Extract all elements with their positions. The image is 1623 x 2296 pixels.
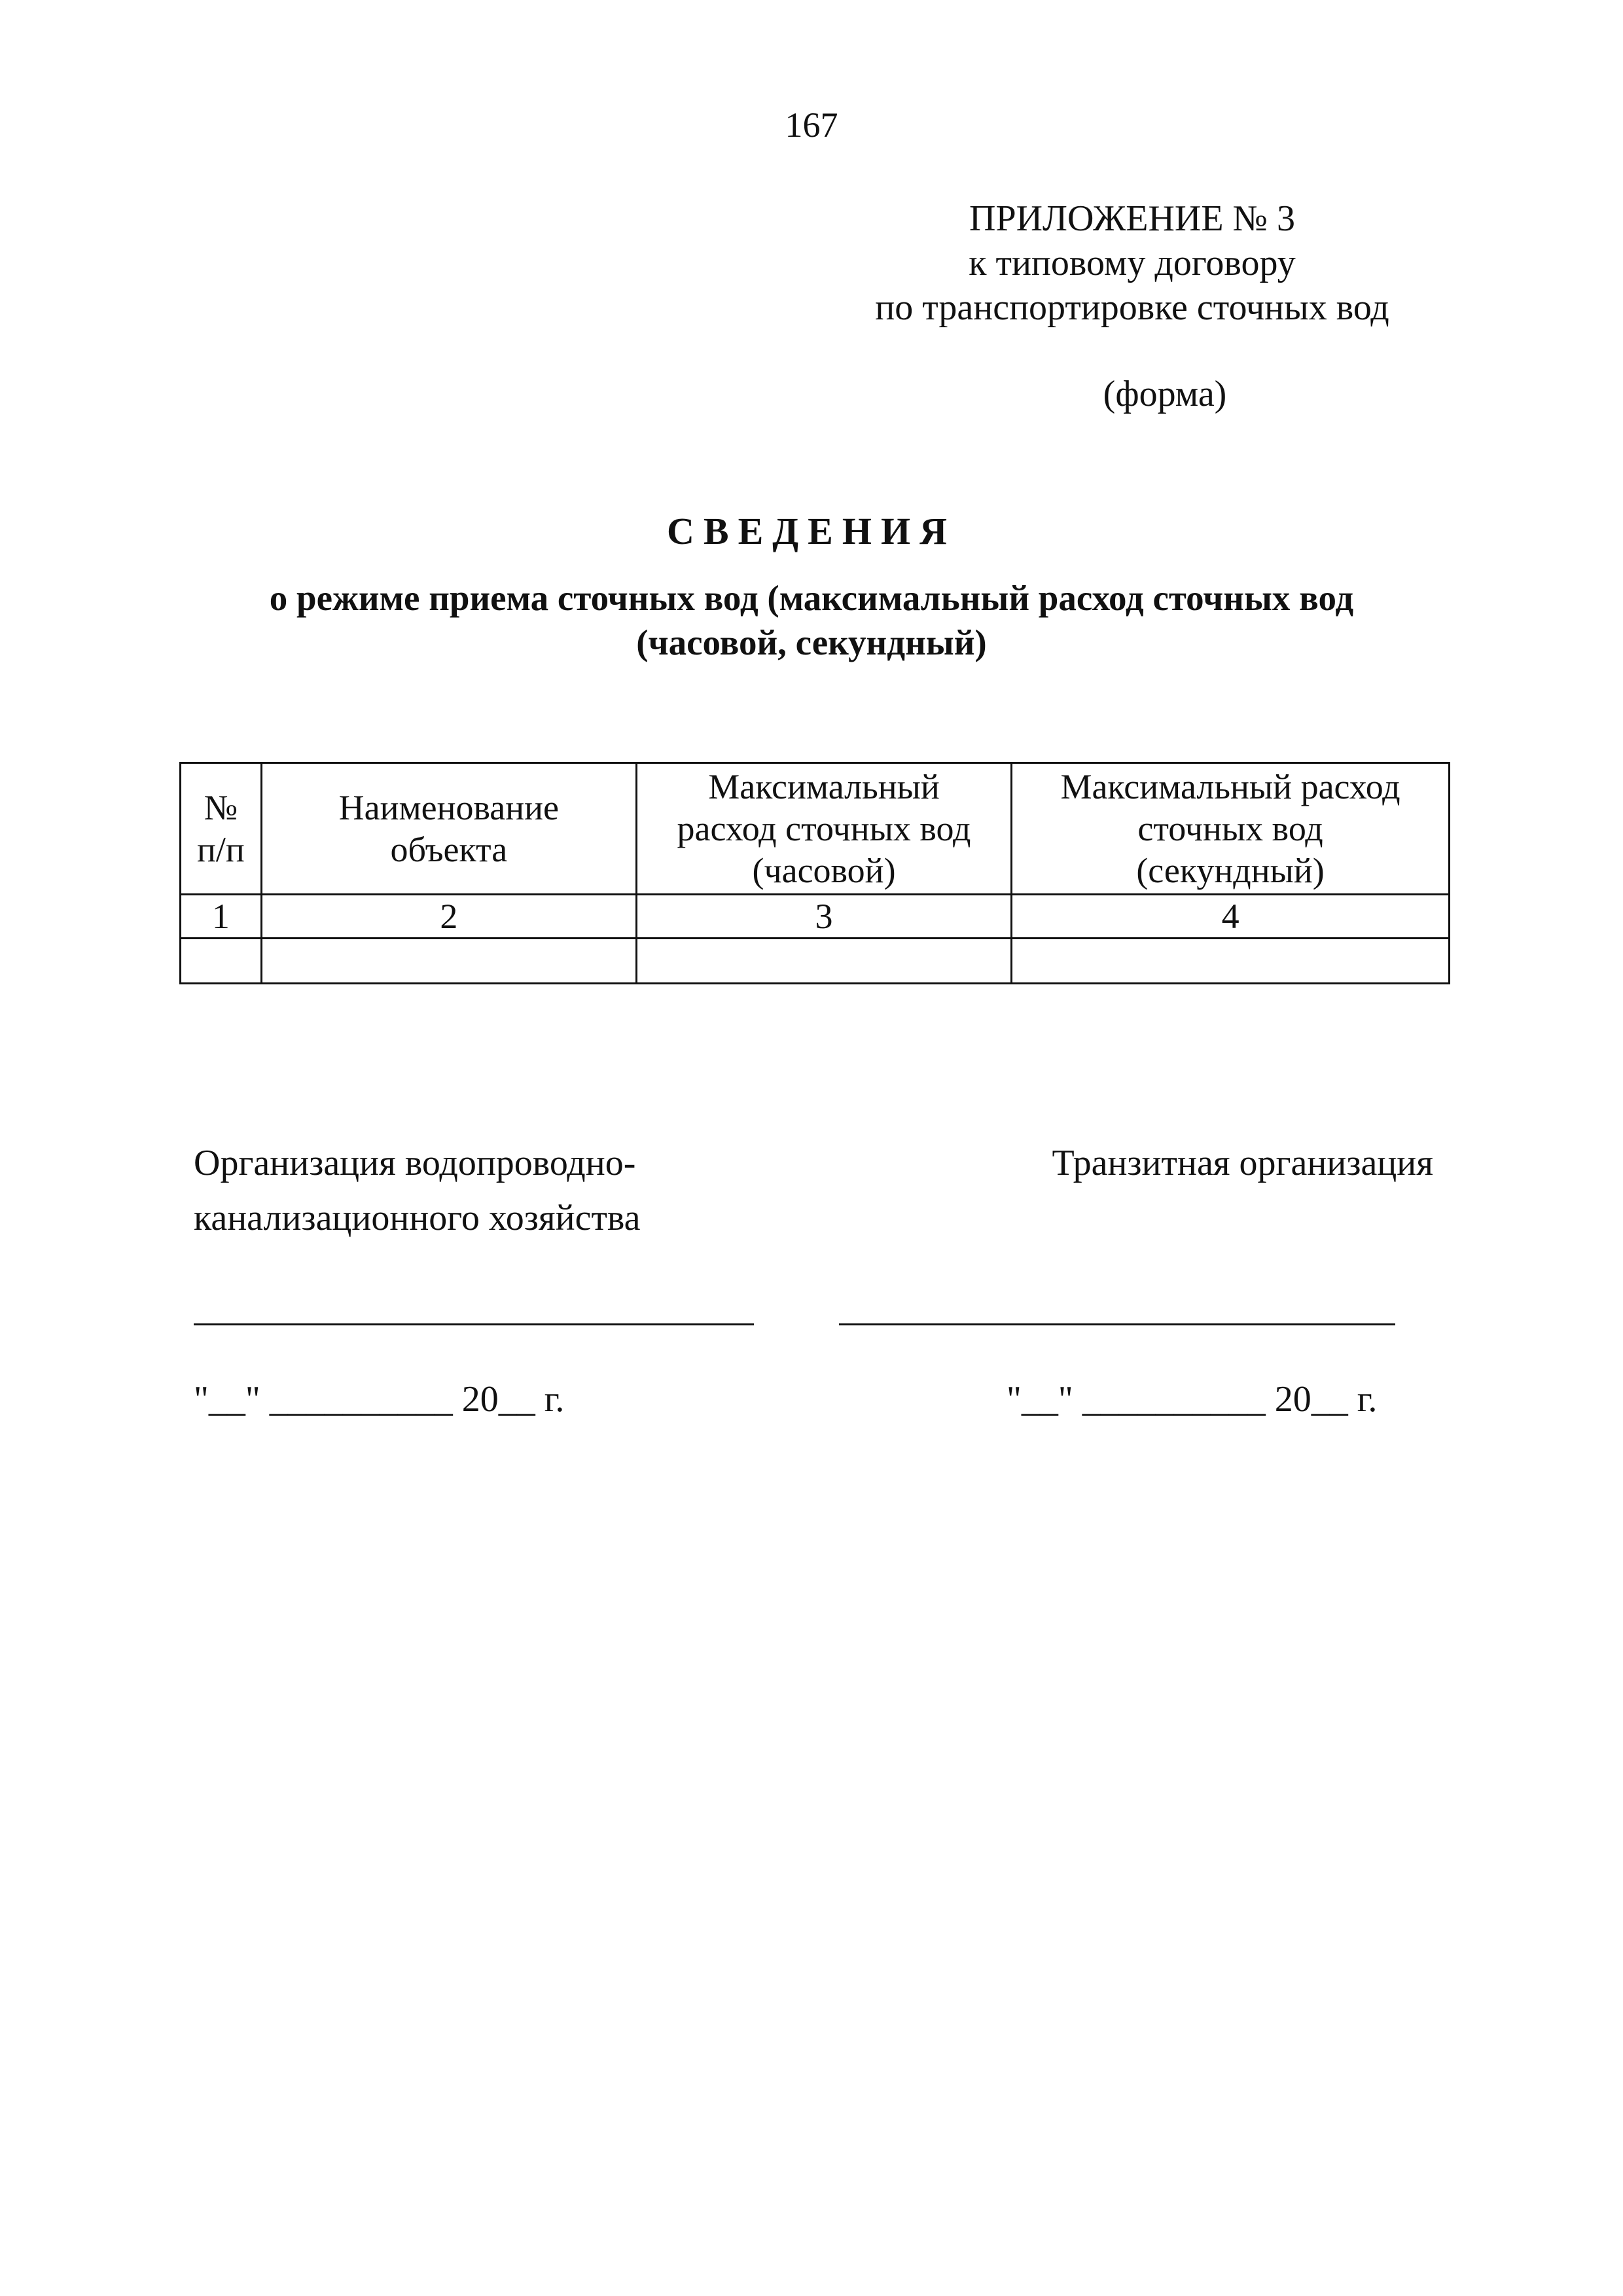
header-cell-hourly: Максимальный расход сточных вод (часовой) [636,763,1011,895]
table-row [181,939,1450,984]
empty-cell[interactable] [181,939,262,984]
signature-block-right [916,1136,1433,1191]
right-signature-line[interactable] [839,1323,1395,1325]
document-title: СВЕДЕНИЯ [667,510,956,552]
empty-cell[interactable] [261,939,636,984]
column-number: 1 [181,895,262,939]
subtitle-line-1: о режиме приема сточных вод (максимальный расход сточных вод [269,578,1354,618]
column-number: 3 [636,895,1011,939]
column-number-row [181,895,1450,939]
empty-cell[interactable] [636,939,1011,984]
right-org-line-1: Транзитная организация [1052,1143,1433,1183]
signature-block-left [194,1136,640,1246]
left-org-line-1: Организация водопроводно- [194,1143,636,1183]
appendix-header [851,196,1414,330]
left-signature-line[interactable] [194,1323,754,1325]
left-date-field[interactable]: "__" __________ 20__ г. [194,1379,565,1420]
right-date-field[interactable]: "__" __________ 20__ г. [1007,1379,1378,1420]
appendix-line-2: к типовому договору [969,243,1296,283]
document-subtitle [131,576,1492,665]
form-label: (форма) [1103,374,1227,414]
appendix-title: ПРИЛОЖЕНИЕ № 3 [969,198,1295,239]
table-header-row [181,763,1450,895]
column-number: 2 [261,895,636,939]
header-cell-number: № п/п [181,763,262,895]
appendix-line-3: по транспортировке сточных вод [875,287,1389,328]
empty-cell[interactable] [1012,939,1450,984]
page-number: 167 [785,105,838,145]
left-org-line-2: канализационного хозяйства [194,1198,641,1238]
header-cell-per-second: Максимальный расход сточных вод (секундный) [1012,763,1450,895]
column-number: 4 [1012,895,1450,939]
subtitle-line-2: (часовой, секундный) [636,622,987,662]
discharge-table [179,762,1450,984]
header-cell-object-name: Наименование объекта [261,763,636,895]
